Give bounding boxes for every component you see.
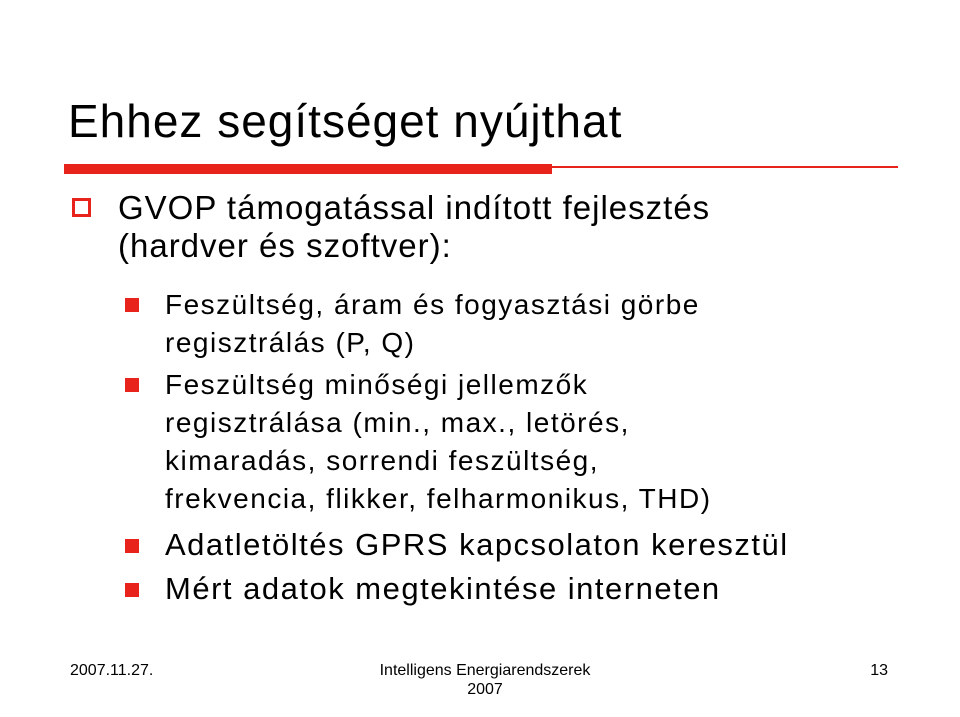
- footer-organization: [355, 661, 615, 699]
- sub-bullet-line: Feszültség minőségi jellemzők: [165, 369, 589, 400]
- sub-bullet-line: Feszültség, áram és fogyasztási görbe: [165, 289, 700, 320]
- main-bullet: [72, 189, 912, 265]
- title-underline-thick: [64, 164, 552, 174]
- sub-bullet-line: regisztrálás (P, Q): [165, 327, 416, 358]
- hollow-square-bullet-icon: [72, 198, 91, 217]
- sub-bullet-text: [165, 366, 905, 518]
- sub-bullet-line: Adatletöltés GPRS kapcsolaton keresztül: [165, 527, 789, 562]
- footer-date: 2007.11.27.: [70, 662, 154, 679]
- slide-title: Ehhez segítséget nyújthat: [68, 95, 623, 147]
- sub-bullet-text: [165, 286, 905, 362]
- sub-bullet-voltage-current: [125, 286, 905, 362]
- sub-bullet-line: kimaradás, sorrendi feszültség,: [165, 445, 600, 476]
- footer-org-name: Intelligens Energiarendszerek: [379, 662, 591, 679]
- filled-square-bullet-icon: [125, 583, 139, 597]
- sub-bullet-text: [165, 570, 905, 608]
- sub-bullet-power-quality: [125, 366, 905, 518]
- sub-bullet-line: Mért adatok megtekintése interneten: [165, 571, 721, 606]
- page-number: 13: [870, 662, 888, 679]
- filled-square-bullet-icon: [125, 378, 139, 392]
- sub-bullet-text: [165, 526, 905, 564]
- sub-bullet-line: frekvencia, flikker, felharmonikus, THD): [165, 483, 712, 514]
- filled-square-bullet-icon: [125, 298, 139, 312]
- main-bullet-text: [118, 189, 912, 265]
- sub-bullet-internet: [125, 570, 905, 608]
- footer-org-year: 2007: [467, 681, 503, 698]
- title-underline-thin: [552, 166, 898, 168]
- sub-bullet-gprs: [125, 526, 905, 564]
- main-bullet-line: (hardver és szoftver):: [118, 227, 452, 264]
- filled-square-bullet-icon: [125, 539, 139, 553]
- sub-bullet-line: regisztrálása (min., max., letörés,: [165, 407, 630, 438]
- main-bullet-line: GVOP támogatással indított fejlesztés: [118, 189, 711, 226]
